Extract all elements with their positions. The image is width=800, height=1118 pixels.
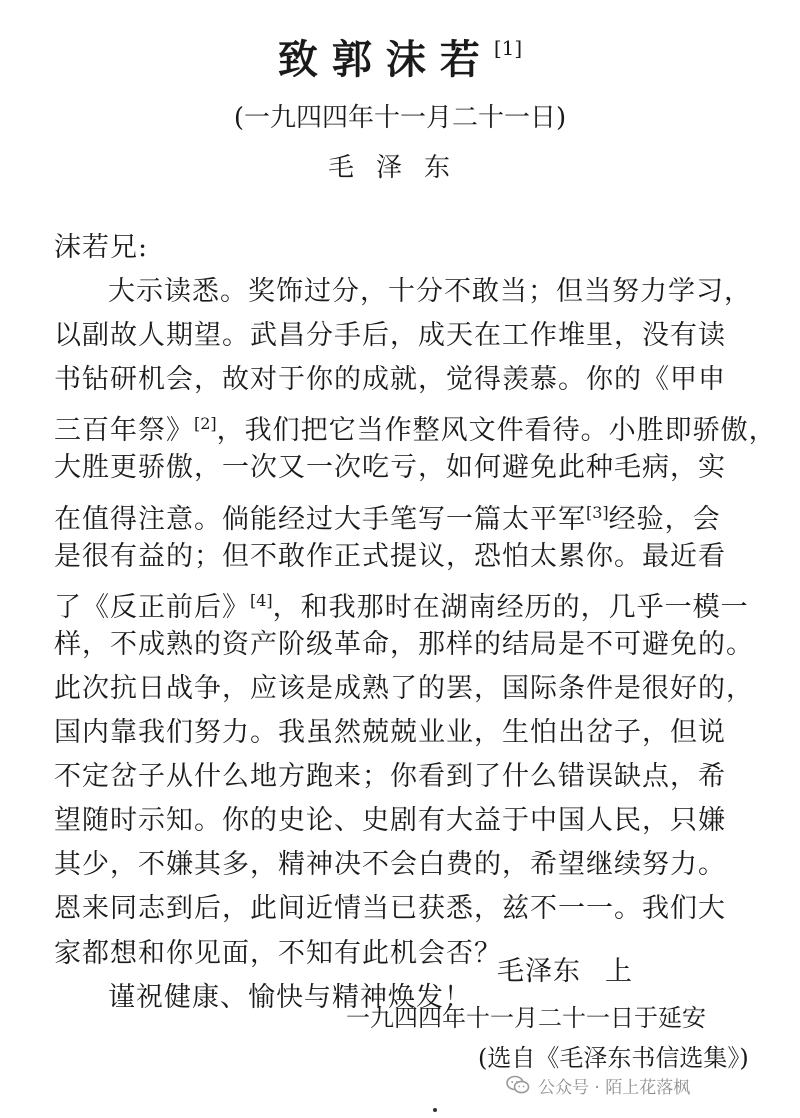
body-line xyxy=(54,446,754,490)
body-line xyxy=(54,843,754,887)
letter-author: 毛泽东 xyxy=(327,153,472,183)
letter-body xyxy=(54,226,777,1020)
source-citation: (选自《毛泽东书信选集》) xyxy=(478,1044,749,1072)
body-line xyxy=(54,358,754,402)
body-line-text: ，我们把它当作整风文件看待。小胜即骄傲， xyxy=(216,415,777,447)
body-line-text: 望随时示知。你的史论、史剧有大益于中国人民，只嫌 xyxy=(54,805,726,837)
body-line xyxy=(54,667,754,711)
body-line xyxy=(54,887,754,931)
body-line-text: 其少，不嫌其多，精神决不会白费的，希望继续努力。 xyxy=(54,849,726,881)
body-line-text: 书钻研机会，故对于你的成就，觉得羡慕。你的《甲申 xyxy=(54,364,726,396)
body-line-text: 是很有益的；但不敢作正式提议，恐怕太累你。最近看 xyxy=(54,540,726,572)
body-line-text: 大示读悉。奖饰过分，十分不敢当；但当努力学习， xyxy=(108,276,752,308)
signature-suffix: 上 xyxy=(605,956,632,987)
footnote-marker-4[interactable]: [4] xyxy=(250,590,273,610)
body-line xyxy=(54,932,754,976)
body-line-text: 家都想和你见面，不知有此机会否？ xyxy=(54,937,502,969)
body-line xyxy=(54,270,754,314)
letter-title xyxy=(0,18,800,90)
body-line-text: 大胜更骄傲，一次又一次吃亏，如何避免此种毛病，实 xyxy=(54,452,726,484)
body-line-text: ，和我那时在湖南经历的，几乎一模一 xyxy=(272,591,749,623)
body-line-text: 恩来同志到后，此间近情当已获悉，兹不一一。我们大 xyxy=(54,893,726,925)
title-footnote-marker[interactable]: [1] xyxy=(493,36,523,60)
body-line-text: 此次抗日战争，应该是成熟了的罢，国际条件是很好的， xyxy=(54,672,754,704)
body-line xyxy=(54,623,754,667)
letter-title-text: 致郭沫若 xyxy=(277,36,494,83)
footnote-marker-2[interactable]: [2] xyxy=(194,414,217,434)
signature-block xyxy=(497,952,632,992)
signature-name: 毛泽东 xyxy=(497,956,581,987)
body-line-text: 国内靠我们努力。我虽然兢兢业业，生怕出岔子，但说 xyxy=(54,717,726,749)
body-line xyxy=(54,402,777,447)
watermark-text: 公众号 · 陌上花落枫 xyxy=(538,1077,691,1098)
signature-date: 一九四四年十一月二十一日于延安 xyxy=(346,1004,706,1032)
body-line xyxy=(54,579,754,623)
wechat-icon xyxy=(506,1075,530,1095)
body-line xyxy=(54,535,754,579)
salutation: 沫若兄: xyxy=(54,232,149,263)
watermark xyxy=(506,1073,690,1097)
body-line xyxy=(54,711,754,755)
footnote-marker-3[interactable]: [3] xyxy=(586,502,609,522)
body-line-text: 样，不成熟的资产阶级革命，那样的结局是不可避免的。 xyxy=(54,628,754,660)
page-speck xyxy=(433,1108,437,1112)
body-line xyxy=(54,491,754,535)
body-line xyxy=(54,314,754,358)
closing-line: 谨祝健康、愉快与精神焕发！ xyxy=(108,981,472,1013)
letter-date: (一九四四年十一月二十一日) xyxy=(233,103,567,133)
body-line-text: 不定岔子从什么地方跑来；你看到了什么错误缺点，希 xyxy=(54,761,726,793)
body-line-text: 经验，会 xyxy=(608,503,721,535)
body-line-text: 以副故人期望。武昌分手后，成天在工作堆里，没有读 xyxy=(54,320,726,352)
body-line-text: 在值得注意。倘能经过大手笔写一篇太平军 xyxy=(54,503,586,535)
body-line-text: 三百年祭》 xyxy=(54,415,194,447)
body-line xyxy=(54,755,754,799)
body-line-text: 了《反正前后》 xyxy=(54,591,250,623)
body-line xyxy=(54,799,754,843)
